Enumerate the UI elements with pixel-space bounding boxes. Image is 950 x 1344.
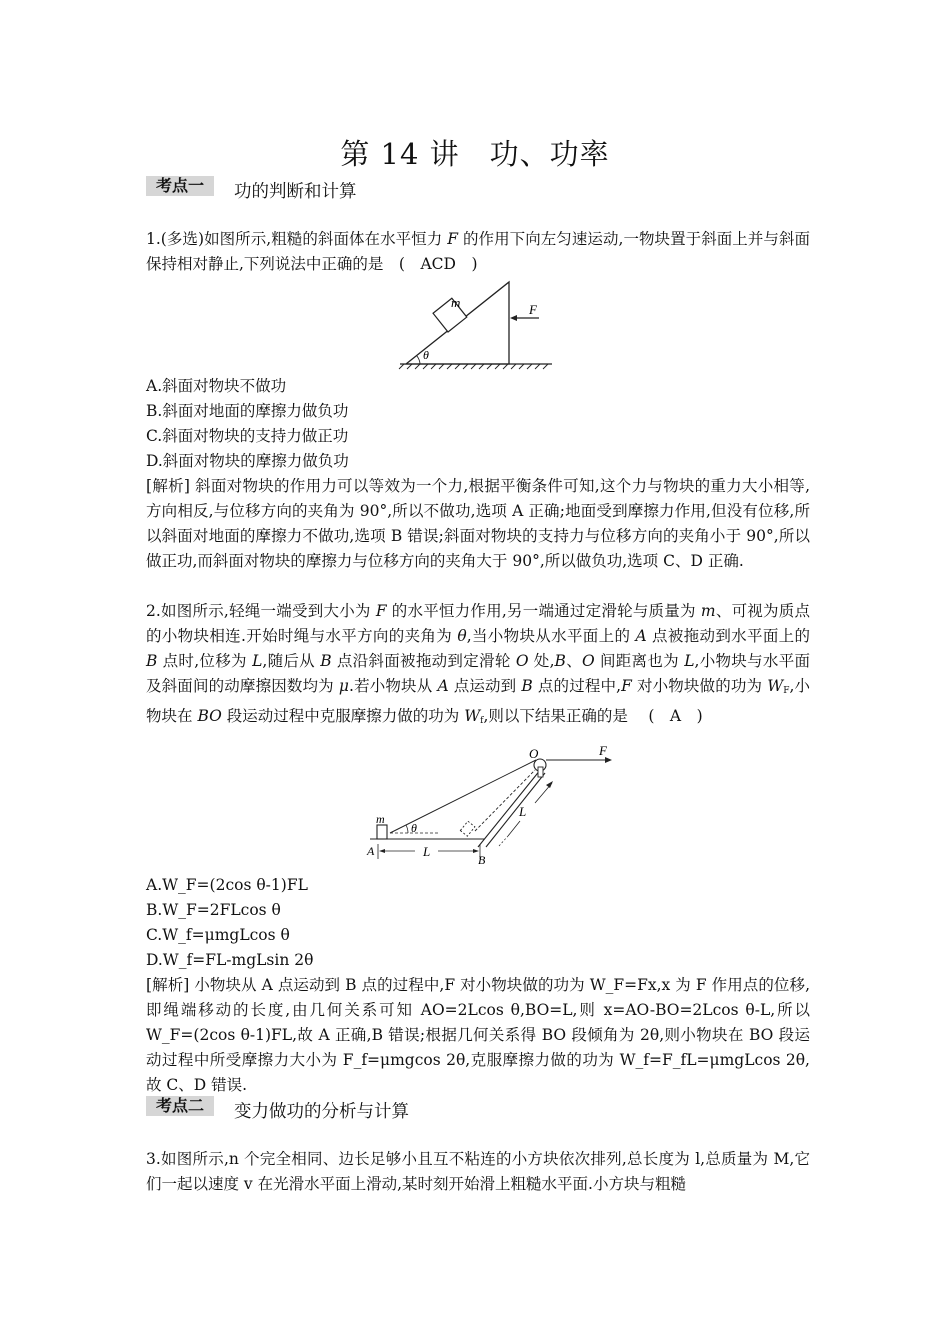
q2-option-d: D.W_f=FL-mgLsin 2θ: [146, 951, 314, 969]
q1-figure-incline: [396, 280, 566, 370]
q2-fig-label-B: B: [478, 853, 486, 867]
q1-option-b: B.斜面对地面的摩擦力做负功: [146, 402, 349, 420]
section-title-2: 变力做功的分析与计算: [234, 1102, 409, 1122]
section-badge-2: 考点二: [146, 1096, 214, 1116]
q1-option-d: D.斜面对物块的摩擦力做负功: [146, 452, 349, 470]
q1-fig-label-theta: θ: [423, 348, 429, 362]
q2-option-c: C.W_f=μmgLcos θ: [146, 926, 290, 944]
q2-fig-label-m: m: [376, 812, 385, 826]
q2-figure-pulley: [360, 743, 620, 868]
q1-stem: 1.(多选)如图所示,粗糙的斜面体在水平恒力 F 的作用下向左匀速运动,一物块置于斜面上并与斜面保持相对静止,下列说法中正确的是 ( ACD ): [146, 230, 810, 273]
section-title-1: 功的判断和计算: [234, 182, 357, 202]
q2-fig-label-L-ground: L: [423, 844, 431, 859]
q1-option-a: A.斜面对物块不做功: [146, 377, 287, 395]
page-title: 第 14 讲 功、功率: [340, 137, 610, 171]
q1-fig-label-m: m: [451, 295, 461, 310]
q2-option-a: A.W_F=(2cos θ-1)FL: [146, 876, 308, 894]
q2-analysis: [解析] 小物块从 A 点运动到 B 点的过程中,F 对小物块做的功为 W_F=Fx,x 为 F 作用点的位移,即绳端移动的长度,由几何关系可知 AO=2Lcos θ,BO=L,则 x=AO-BO=2Lcos θ-L,所以 W_F=(2cos θ-1)FL,故 A 正确,B 错误;根据几何关系得 BO 段倾角为 2θ,则小物块在 BO 段运动过程中所受摩擦力大小为 F_f=μmgcos 2θ,克服摩擦力做的功为 W_f=F_fL=μmgLcos 2θ,故 C、D 错误.: [146, 976, 810, 1094]
q2-stem: 2.如图所示,轻绳一端受到大小为 F 的水平恒力作用,另一端通过定滑轮与质量为 m、可视为质点的小物块相连.开始时绳与水平方向的夹角为 θ,当小物块从水平面上的 A 点被拖动到水平面上的 B 点时,位移为 L,随后从 B 点沿斜面被拖动到定滑轮 O 处,B、O 间距离也为 L,小物块与水平面及斜面间的动摩擦因数均为 μ.若小物块从 A 点运动到 B 点的过程中,F 对小物块做的功为 $W_F$,小物块在 BO 段运动过程中克服摩擦力做的功为 $W_f$,则以下结果正确的是 ( A ): [146, 602, 811, 726]
q3-stem: 3.如图所示,n 个完全相同、边长足够小且互不粘连的小方块依次排列,总长度为 l,总质量为 M,它们一起以速度 v 在光滑水平面上滑动,某时刻开始滑上粗糙水平面.小方块与粗糙: [146, 1150, 810, 1193]
q1-fig-label-F: F: [529, 302, 537, 317]
q2-fig-label-L-incline: L: [519, 804, 527, 819]
q1-option-c: C.斜面对物块的支持力做正功: [146, 427, 349, 445]
q2-fig-label-theta: θ: [411, 821, 417, 835]
section-badge-1: 考点一: [146, 176, 214, 196]
q1-analysis: [解析] 斜面对物块的作用力可以等效为一个力,根据平衡条件可知,这个力与物块的重力大小相等,方向相反,与位移方向的夹角为 90°,所以不做功,选项 A 正确;地面受到摩擦力作用,但没有位移,所以斜面对地面的摩擦力不做功,选项 B 错误;斜面对物块的支持力与位移方向的夹角小于 90°,所以做正功,而斜面对物块的摩擦力与位移方向的夹角大于 90°,所以做负功,选项 C、D 正确.: [146, 477, 810, 570]
q2-fig-label-A: A: [367, 844, 375, 858]
q2-fig-label-O: O: [529, 746, 539, 761]
q2-fig-label-F: F: [599, 743, 607, 758]
q2-option-b: B.W_F=2FLcos θ: [146, 901, 281, 919]
